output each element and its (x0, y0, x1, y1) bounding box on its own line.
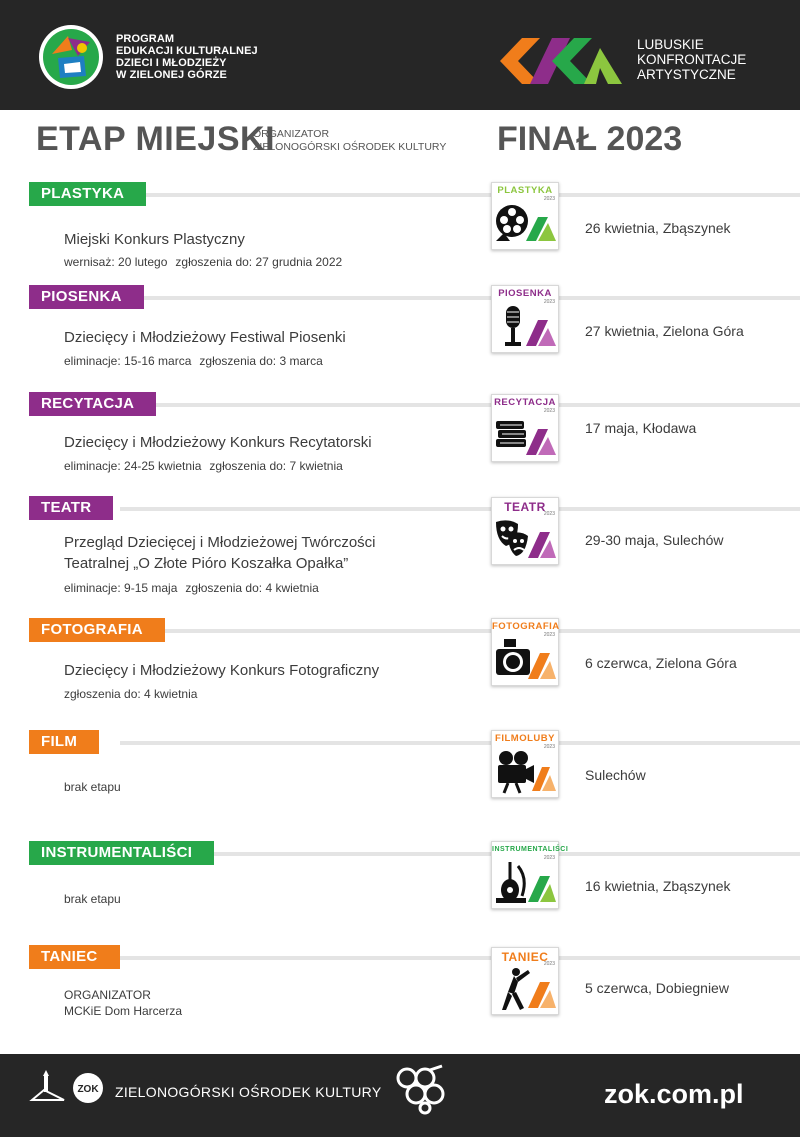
final-date: 17 maja, Kłodawa (585, 420, 697, 436)
program-line: EDUKACJI KULTURALNEJ (116, 45, 258, 57)
final-date: 26 kwietnia, Zbąszynek (585, 220, 731, 236)
contest-meta (64, 581, 319, 595)
lka-title (637, 37, 746, 82)
section-divider (120, 507, 800, 511)
final-date: 16 kwietnia, Zbąszynek (585, 878, 731, 894)
final-badge (491, 182, 559, 250)
film-reel-icon (494, 201, 556, 247)
program-title (116, 33, 258, 81)
meta-item: eliminacje: 9-15 maja (64, 581, 178, 595)
organizer-block (64, 987, 182, 1019)
footer-url-link[interactable]: zok.com.pl (604, 1079, 744, 1109)
badge-title: TEATR (504, 500, 546, 514)
program-line: PROGRAM (116, 33, 175, 45)
meta-item: wernisaż: 20 lutego (64, 255, 168, 269)
organizer-label-text: ORGANIZATOR (253, 128, 330, 140)
zok-logo-icon (72, 1072, 104, 1104)
contest-meta (64, 255, 342, 269)
dancer-icon (494, 966, 556, 1012)
section-divider (120, 629, 800, 633)
section-tag: TEATR (29, 496, 113, 520)
section-tag: TANIEC (29, 945, 120, 969)
lka-line: ARTYSTYCZNE (637, 67, 736, 82)
theatre-masks-icon (494, 516, 556, 562)
badge-year: 2023 (543, 196, 555, 202)
footer-org-name: ZIELONOGÓRSKI OŚRODEK KULTURY (115, 1084, 382, 1100)
badge-title: TANIEC (501, 950, 549, 964)
badge-year: 2023 (543, 408, 555, 414)
badge-year: 2023 (543, 299, 555, 305)
badge-year: 2023 (543, 511, 555, 517)
contest-meta (64, 687, 197, 701)
badge-title: FILMOLUBY (495, 733, 555, 744)
instruments-icon (494, 860, 556, 906)
badge-year: 2023 (543, 855, 555, 861)
section-tag: PLASTYKA (29, 182, 146, 206)
lka-line: KONFRONTACJE (637, 52, 747, 67)
final-badge (491, 947, 559, 1015)
program-line: DZIECI I MŁODZIEŻY (116, 57, 227, 69)
organizer-label: ORGANIZATOR (64, 988, 151, 1002)
section-tag: PIOSENKA (29, 285, 144, 309)
badge-title: RECYTACJA (494, 397, 556, 408)
camera-icon (494, 637, 556, 683)
final-date: 5 czerwca, Dobiegniew (585, 980, 729, 996)
final-date: 27 kwietnia, Zielona Góra (585, 323, 744, 339)
microphone-icon (494, 304, 556, 350)
meta-item: zgłoszenia do: 4 kwietnia (185, 581, 319, 595)
zielona-gora-landmark-icon (30, 1068, 66, 1102)
organizer-name: MCKiE Dom Harcerza (64, 1004, 183, 1018)
section-divider (120, 403, 800, 407)
final-badge (491, 394, 559, 462)
final-badge (491, 730, 559, 798)
etap-title: ETAP MIEJSKI (36, 120, 276, 158)
section-tag: FILM (29, 730, 99, 754)
meta-item: eliminacje: 15-16 marca (64, 354, 192, 368)
contest-name: Dziecięcy i Młodzieżowy Festiwal Piosenki (64, 329, 346, 346)
badge-year: 2023 (543, 744, 555, 750)
lka-line: LUBUSKIE (637, 37, 704, 52)
film-camera-icon (494, 749, 556, 795)
badge-title: PLASTYKA (497, 185, 553, 196)
zok-logo-text: ZOK (77, 1084, 99, 1095)
final-badge (491, 497, 559, 565)
badge-year: 2023 (543, 961, 555, 967)
section-tag: RECYTACJA (29, 392, 156, 416)
final-date: 6 czerwca, Zielona Góra (585, 655, 737, 671)
books-icon (494, 413, 556, 459)
meta-item: zgłoszenia do: 4 kwietnia (64, 687, 198, 701)
contest-meta (64, 780, 121, 794)
contest-name: Przegląd Dziecięcej i Młodzieżowej Twórczości (64, 534, 376, 551)
pek-logo-icon (38, 24, 104, 90)
header-bar (0, 0, 800, 110)
organizer-name: ZIELONOGÓRSKI OŚRODEK KULTURY (253, 141, 447, 153)
contest-meta (64, 459, 343, 473)
final-date: 29-30 maja, Sulechów (585, 532, 724, 548)
grapes-logo-icon (394, 1064, 448, 1114)
contest-name: Dziecięcy i Młodzieżowy Konkurs Recytatorski (64, 434, 372, 451)
section-divider (120, 741, 800, 745)
meta-item: brak etapu (64, 892, 121, 906)
final-badge (491, 841, 569, 909)
section-divider (120, 296, 800, 300)
section-tag: INSTRUMENTALIŚCI (29, 841, 214, 865)
meta-item: zgłoszenia do: 7 kwietnia (209, 459, 343, 473)
contest-name: Dziecięcy i Młodzieżowy Konkurs Fotograficzny (64, 662, 380, 679)
section-divider (120, 956, 800, 960)
badge-title: FOTOGRAFIA (492, 621, 560, 632)
final-badge (491, 618, 559, 686)
meta-item: zgłoszenia do: 3 marca (199, 354, 323, 368)
meta-item: eliminacje: 24-25 kwietnia (64, 459, 202, 473)
badge-title: INSTRUMENTALIŚCI (492, 846, 569, 853)
final-badge (491, 285, 559, 353)
section-tag: FOTOGRAFIA (29, 618, 165, 642)
footer-bar (0, 1054, 800, 1137)
contest-meta (64, 892, 121, 906)
final-date: Sulechów (585, 767, 646, 783)
badge-year: 2023 (543, 632, 555, 638)
final-title: FINAŁ 2023 (497, 120, 683, 158)
section-divider (120, 193, 800, 197)
contest-meta (64, 354, 323, 368)
organizer-label (253, 128, 446, 154)
program-line: W ZIELONEJ GÓRZE (116, 69, 227, 81)
contest-name: Miejski Konkurs Plastyczny (64, 231, 245, 248)
contest-name: Teatralnej „O Złote Pióro Koszałka Opałka” (64, 555, 349, 572)
lka-logo-icon (500, 38, 622, 84)
meta-item: zgłoszenia do: 27 grudnia 2022 (175, 255, 343, 269)
meta-item: brak etapu (64, 780, 121, 794)
badge-title: PIOSENKA (498, 288, 552, 299)
